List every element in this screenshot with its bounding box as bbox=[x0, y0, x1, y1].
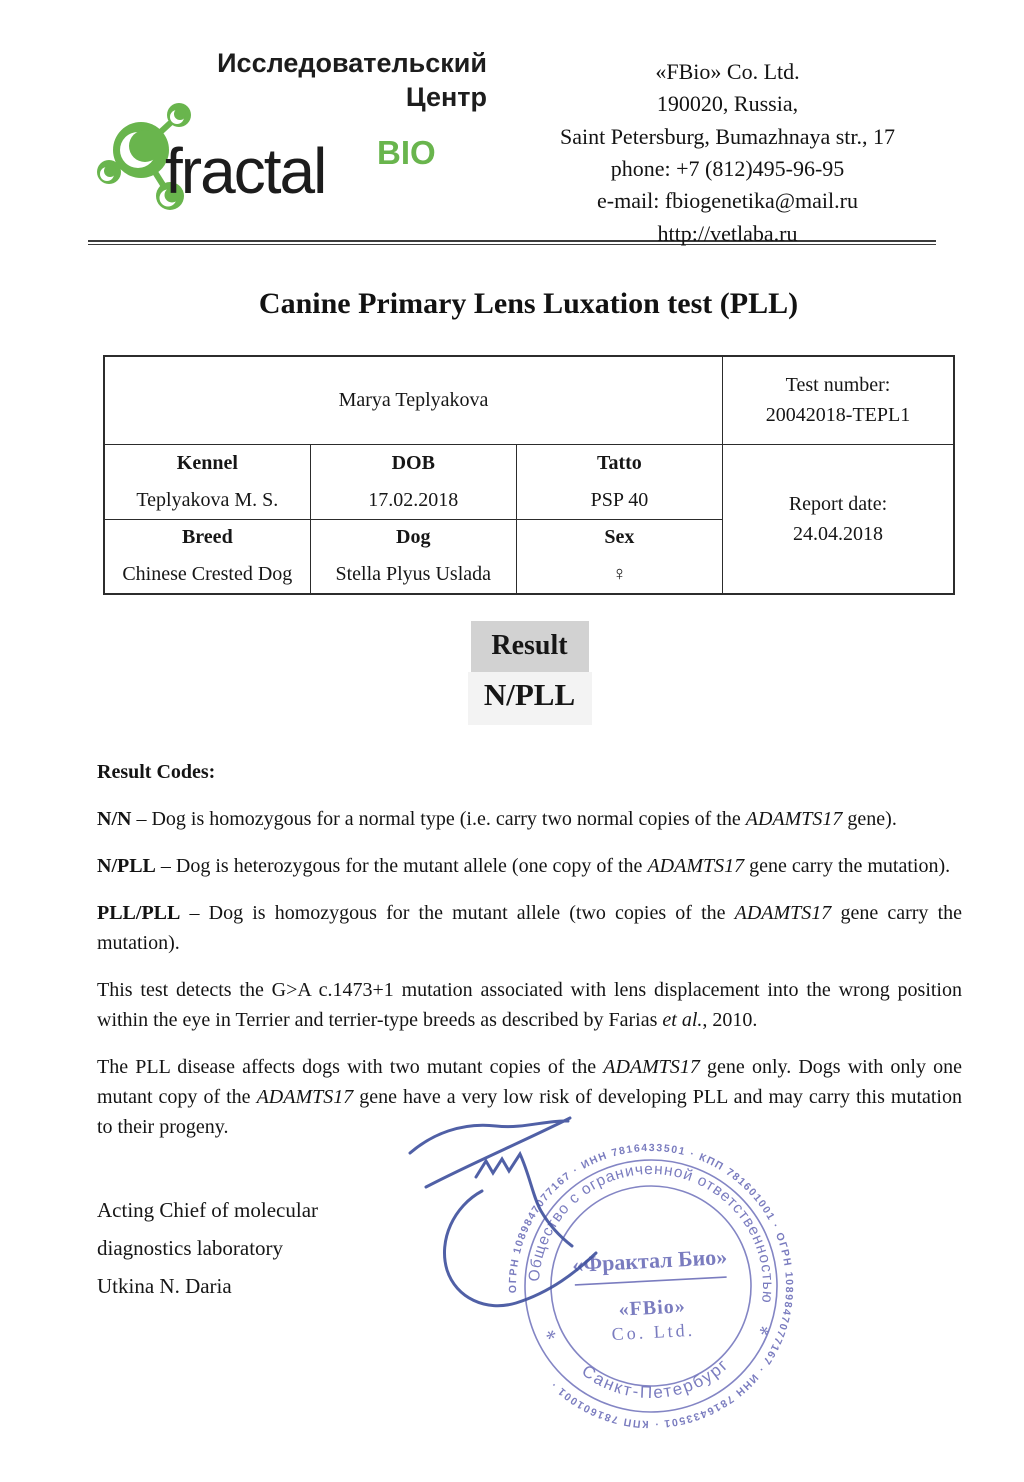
dog-name-label: Dog bbox=[396, 526, 431, 549]
dob-label: DOB bbox=[391, 451, 435, 474]
code-npll: N/PLL bbox=[97, 855, 156, 877]
gene-name: ADAMTS17 bbox=[647, 855, 745, 877]
disease-text-1: The PLL disease affects dogs with two mutant copies of the bbox=[97, 1056, 604, 1078]
dog-name-cell bbox=[310, 519, 516, 594]
mutation-text: This test detects the G>A c.1473+1 mutation associated with lens displacement into the wrong position within the eye in Terrier and terrier-type breeds as described by Farias bbox=[97, 979, 962, 1031]
tatto-value: PSP 40 bbox=[590, 488, 649, 511]
breed-label: Breed bbox=[181, 526, 233, 549]
org-name-line2: Центр bbox=[405, 82, 487, 113]
address-line2: Saint Petersburg, Bumazhnaya str., 17 bbox=[559, 123, 896, 149]
test-number-cell bbox=[723, 356, 955, 444]
disease-text-3: gene have a very low risk of developing PLL and may carry this mutation to their progeny. bbox=[97, 1086, 962, 1138]
stamp-center-line3: Co. Ltd. bbox=[611, 1319, 696, 1345]
code-pllpll: PLL/PLL bbox=[97, 902, 181, 924]
code-pllpll-tail: gene carry the mutation). bbox=[97, 902, 962, 954]
company-name: «FBio» Co. Ltd. bbox=[655, 59, 800, 84]
table-row bbox=[104, 444, 954, 519]
result-heading: Result bbox=[471, 621, 589, 672]
org-name-line1: Исследовательский bbox=[217, 48, 487, 78]
disease-text-2: gene only. Dogs with only one mutant copy of the bbox=[97, 1056, 962, 1108]
code-item-npll bbox=[97, 851, 962, 881]
code-item-pllpll bbox=[97, 898, 962, 958]
code-pllpll-text: – Dog is homozygous for the mutant allele (two copies of the bbox=[180, 902, 735, 924]
mutation-tail: , 2010. bbox=[702, 1009, 758, 1031]
report-date-label: Report date: bbox=[788, 492, 888, 515]
breed-cell bbox=[104, 519, 310, 594]
female-sign-icon: ♀ bbox=[611, 563, 627, 586]
dob-value: 17.02.2018 bbox=[368, 488, 459, 511]
result-value: N/PLL bbox=[468, 672, 592, 725]
stamp-arc-bottom-text: Санкт-Петербург bbox=[578, 1354, 733, 1403]
header-left bbox=[95, 46, 493, 238]
sex-label: Sex bbox=[604, 526, 635, 549]
email: e-mail: fbiogenetika@mail.ru bbox=[597, 188, 858, 214]
gene-name: ADAMTS17 bbox=[603, 1056, 700, 1078]
stamp-center-line1: «Фрактал Био» bbox=[571, 1243, 728, 1278]
logo-wordmark: fractal bbox=[165, 135, 326, 208]
tatto-label: Tatto bbox=[596, 451, 642, 474]
result-codes-section bbox=[97, 761, 962, 1142]
tatto-cell bbox=[516, 444, 722, 519]
stamp-arc-top-text: Общество с ограниченной ответственностью bbox=[525, 1160, 777, 1305]
mutation-paragraph bbox=[97, 975, 962, 1035]
gene-name: ADAMTS17 bbox=[256, 1086, 354, 1108]
logo-bio-superscript: BIO bbox=[377, 134, 436, 172]
breed-value: Chinese Crested Dog bbox=[122, 563, 293, 586]
stamp-star-left: * bbox=[540, 1324, 566, 1350]
table-row bbox=[104, 356, 954, 444]
dob-cell bbox=[310, 444, 516, 519]
stamp-ring-numbers: ОГРН 1089847077167 · ИНН 7816433501 · КПП 781601001 · ОГРН 1089847077167 · ИНН 7816433501 · КПП 781601001 · bbox=[506, 1141, 796, 1431]
code-nn-text: – Dog is homozygous for a normal type (i.e. carry two normal copies of the bbox=[131, 808, 746, 830]
kennel-cell bbox=[104, 444, 310, 519]
page-title: Canine Primary Lens Luxation test (PLL) bbox=[258, 287, 799, 320]
kennel-label: Kennel bbox=[176, 451, 238, 474]
svg-text:Санкт-Петербург bbox=[578, 1354, 735, 1406]
signature-ink bbox=[400, 1106, 662, 1321]
gene-name: ADAMTS17 bbox=[734, 902, 832, 924]
sex-cell bbox=[516, 519, 722, 594]
stamp-center-line2: «FBio» bbox=[618, 1295, 687, 1321]
code-nn: N/N bbox=[97, 808, 132, 830]
header bbox=[0, 0, 1024, 246]
kennel-value: Teplyakova M. S. bbox=[136, 488, 279, 511]
result-codes-heading: Result Codes: bbox=[97, 761, 216, 783]
test-number-value: 20042018-TEPL1 bbox=[765, 404, 911, 427]
test-number-label: Test number: bbox=[785, 374, 891, 397]
et-al: et al. bbox=[662, 1009, 703, 1031]
code-npll-text: – Dog is heterozygous for the mutant allele (one copy of the bbox=[155, 855, 648, 877]
signatory-title-line1: Acting Chief of molecular bbox=[97, 1198, 319, 1222]
signatory-name: Utkina N. Daria bbox=[97, 1274, 232, 1299]
code-nn-tail: gene). bbox=[842, 808, 897, 830]
dog-info-table bbox=[103, 355, 955, 595]
company-address bbox=[493, 46, 962, 246]
gene-name: ADAMTS17 bbox=[745, 808, 843, 830]
address-line1: 190020, Russia, bbox=[656, 91, 799, 117]
phone: phone: +7 (812)495-96-95 bbox=[610, 155, 845, 181]
code-item-nn bbox=[97, 804, 962, 834]
dog-name-value: Stella Plyus Uslada bbox=[335, 563, 491, 586]
code-npll-tail: gene carry the mutation). bbox=[744, 855, 951, 877]
website: http://vetlaba.ru bbox=[657, 220, 798, 246]
report-date-value: 24.04.2018 bbox=[793, 522, 883, 545]
report-date-cell bbox=[723, 444, 955, 594]
owner-cell: Marya Teplyakova bbox=[104, 356, 723, 444]
fractalbio-logo bbox=[93, 98, 453, 220]
result-section bbox=[97, 621, 962, 725]
stamp-star-right: * bbox=[750, 1319, 775, 1347]
signatory-title-line2: diagnostics laboratory bbox=[97, 1236, 284, 1261]
